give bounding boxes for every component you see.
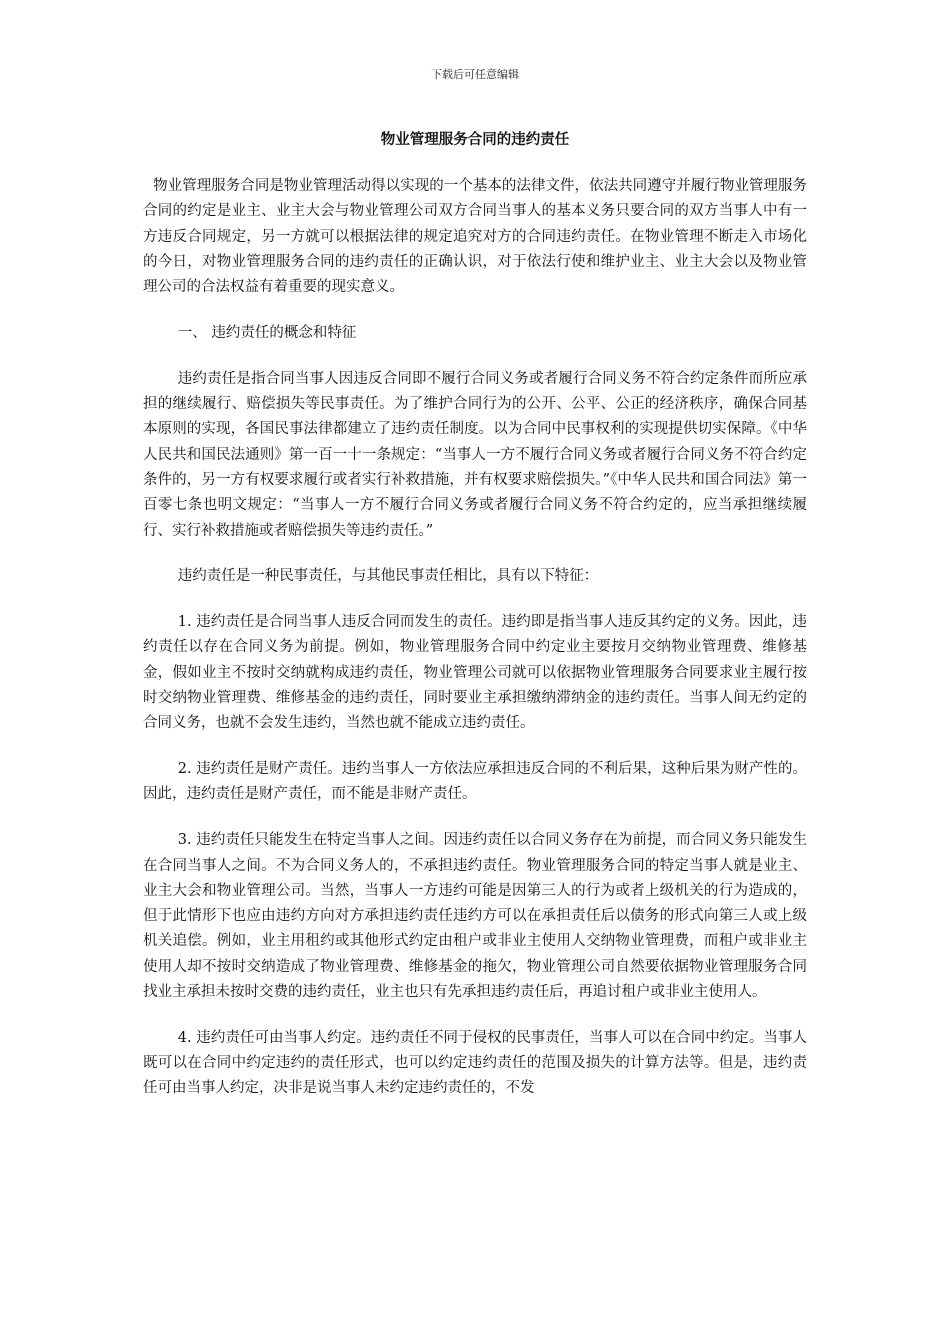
paragraph-features-intro: 违约责任是一种民事责任，与其他民事责任相比，具有以下特征： — [177, 568, 599, 585]
paragraph-intro: 物业管理服务合同是物业管理活动得以实现的一个基本的法律文件，依法共同遵守并履行物业管理服务合同的约定是业主、业主大会与物业管理公司双方合同当事人的基本义务只要合同的双方当事人中有一方违反合同规定，另一方就可以根据法律的规定追究对方的合同违约责任。在物业管理不断走入市场化的今日，对物业管理服务合同的违约责任的正确认识，对于依法行使和维护业主、业主大会以及物业管理公司的合法权益有着重要的现实意义。 — [143, 178, 807, 296]
section-heading: 一、 违约责任的概念和特征 — [177, 324, 357, 341]
paragraph-feature-2: 2. 违约责任是财产责任。违约当事人一方依法应承担违反合同的不利后果，这种后果为财产性的。因此，违约责任是财产责任，而不能是非财产责任。 — [143, 761, 807, 803]
paragraph-feature-3: 3. 违约责任只能发生在特定当事人之间。因违约责任以合同义务存在为前提，而合同义务只能发生在合同当事人之间。不为合同义务人的，不承担违约责任。物业管理服务合同的特定当事人就是业主、业主大会和物业管理公司。当然，当事人一方违约可能是因第三人的行为或者上级机关的行为造成的，但于此情形下也应由违约方向对方承担违约责任违约方可以在承担责任后以债务的形式向第三人或上级机关追偿。例如，业主用租约或其他形式约定由租户或非业主使用人交纳物业管理费，而租户或非业主使用人却不按时交纳造成了物业管理费、维修基金的拖欠，物业管理公司自然要依据物业管理服务合同找业主承担未按时交费的违约责任，业主也只有先承担违约责任后，再追讨租户或非业主使用人。 — [143, 832, 807, 1001]
document-body — [143, 174, 807, 1122]
document-title: 物业管理服务合同的违约责任 — [380, 132, 570, 148]
paragraph-definition: 违约责任是指合同当事人因违反合同即不履行合同义务或者履行合同义务不符合约定条件而所应承担的继续履行、赔偿损失等民事责任。为了维护合同行为的公开、公平、公正的经济秩序，确保合同基本原则的实现，各国民事法律都建立了违约责任制度。以为合同中民事权利的实现提供切实保障。《中华人民共和国民法通则》第一百一十一条规定：“当事人一方不履行合同义务或者履行合同义务不符合约定条件的，另一方有权要求履行或者实行补救措施，并有权要求赔偿损失。”《中华人民共和国合同法》第一百零七条也明文规定：“当事人一方不履行合同义务或者履行合同义务不符合约定的，应当承担继续履行、实行补救措施或者赔偿损失等违约责任。” — [143, 370, 807, 539]
paragraph-feature-4: 4. 违约责任可由当事人约定。违约责任不同于侵权的民事责任，当事人可以在合同中约定。当事人既可以在合同中约定违约的责任形式，也可以约定违约责任的范围及损失的计算方法等。但是，违约责任可由当事人约定，决非是说当事人未约定违约责任的，不发 — [143, 1029, 807, 1097]
page-header: 下载后可任意编辑 — [431, 68, 519, 81]
paragraph-feature-1: 1. 违约责任是合同当事人违反合同而发生的责任。违约即是指当事人违反其约定的义务。因此，违约责任以存在合同义务为前提。例如，物业管理服务合同中约定业主要按月交纳物业管理费、维修基金，假如业主不按时交纳就构成违约责任，物业管理公司就可以依据物业管理服务合同要求业主履行按时交纳物业管理费、维修基金的违约责任，同时要业主承担缴纳滞纳金的违约责任。当事人间无约定的合同义务，也就不会发生违约，当然也就不能成立违约责任。 — [143, 614, 807, 732]
